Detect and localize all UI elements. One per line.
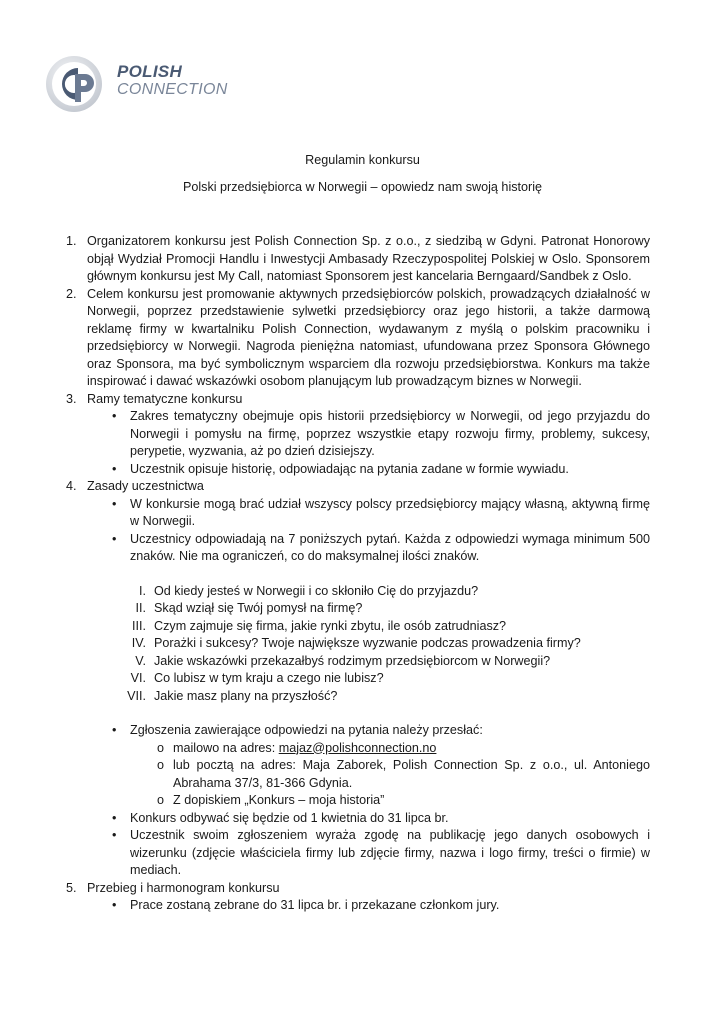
bullet-icon: •: [112, 409, 117, 423]
bullet-item: [62, 496, 650, 531]
question-item: [62, 688, 650, 706]
question-item: [62, 618, 650, 636]
submission-note: Z dopiskiem „Konkurs – moja historia”: [173, 793, 385, 807]
question-number: IV.: [131, 636, 146, 650]
rule-heading: Ramy tematyczne konkursu: [87, 391, 243, 406]
question-number: VI.: [130, 671, 146, 685]
question-item: [62, 653, 650, 671]
bullet-icon: •: [112, 723, 117, 737]
sub-bullet-item: [62, 740, 650, 758]
question-item: [62, 583, 650, 601]
bullet-item: [62, 461, 650, 479]
bullet-icon: •: [112, 461, 117, 476]
circle-bullet-icon: o: [157, 740, 165, 755]
rule-heading: Zasady uczestnictwa: [87, 479, 204, 493]
bullet-text: Konkurs odbywać się będzie od 1 kwietnia do 31 lipca br.: [130, 810, 449, 825]
bullet-item: [62, 827, 650, 880]
bullet-icon: •: [112, 496, 117, 511]
bullet-text: Zakres tematyczny obejmuje opis historii przedsiębiorcy w Norwegii, od jego przyjazdu do Norwegii i pomysłu na firmę, poprzez wszystkie etapy rozwoju firmy, problemy, sukcesy, perypetie, wyzwania, aż po dzień dzisiejszy.: [130, 409, 650, 458]
rule-text: Organizatorem konkursu jest Polish Connection Sp. z o.o., z siedzibą w Gdyni. Patronat Honorowy objął Wydział Promocji Handlu i Inwestycji Ambasady Rzeczypospolitej Polskiej w Oslo. Sponsorem głównym konkursu jest My Call, natomiast Sponsorem jest kancelaria Berngaard/Sandbek z Oslo.: [87, 234, 650, 283]
bullet-text: Prace zostaną zebrane do 31 lipca br. i przekazane członkom jury.: [130, 898, 500, 912]
bullet-item: [62, 722, 650, 740]
rule-3: [62, 391, 650, 409]
postal-address: lub pocztą na adres: Maja Zaborek, Polish Connection Sp. z o.o., ul. Antoniego Abrahama 37/3, 81-366 Gdynia.: [173, 758, 650, 790]
question-text: Porażki i sukcesy? Twoje największe wyzwanie podczas prowadzenia firmy?: [154, 636, 581, 650]
question-number: VII.: [127, 688, 146, 703]
bullet-icon: •: [112, 810, 117, 825]
bullet-item: [62, 408, 650, 461]
question-text: Skąd wziął się Twój pomysł na firmę?: [154, 601, 363, 615]
rule-number: 4.: [66, 479, 77, 493]
bullet-text: W konkursie mogą brać udział wszyscy polscy przedsiębiorcy mający własną, aktywną firmę w Norwegii.: [130, 496, 650, 528]
question-number: II.: [135, 601, 146, 615]
bullet-icon: •: [112, 898, 117, 912]
bullet-item: [62, 810, 650, 828]
rule-5: [62, 880, 650, 898]
question-text: Co lubisz w tym kraju a czego nie lubisz?: [154, 671, 384, 685]
logo-text-polish: POLISH: [117, 62, 183, 81]
rule-number: 2.: [66, 286, 77, 301]
question-text: Jakie masz plany na przyszłość?: [154, 688, 338, 703]
bullet-text: Uczestnicy odpowiadają na 7 poniższych pytań. Każda z odpowiedzi wymaga minimum 500 znaków. Nie ma ograniczeń, co do maksymalnej ilości znaków.: [130, 531, 650, 563]
rule-2: [62, 286, 650, 391]
logo-text-connection: CONNECTION: [117, 81, 228, 98]
rules-list: [62, 233, 650, 915]
question-item: [62, 670, 650, 688]
question-text: Czym zajmuje się firma, jakie rynki zbytu, ile osób zatrudniasz?: [154, 618, 507, 633]
bullet-text: Uczestnik opisuje historię, odpowiadając na pytania zadane w formie wywiadu.: [130, 461, 569, 476]
document-subtitle: Polski przedsiębiorca w Norwegii – opowiedz nam swoją historię: [182, 180, 543, 194]
rule-heading: Przebieg i harmonogram konkursu: [87, 880, 280, 895]
question-number: III.: [132, 618, 146, 633]
rule-number: 5.: [66, 880, 77, 895]
bullet-item: [62, 531, 650, 566]
rule-text: Celem konkursu jest promowanie aktywnych przedsiębiorców polskich, prowadzących działalność w Norwegii, poprzez przedstawienie sylwetki przedsiębiorcy oraz jego historii, a także darmową reklamę firmy w kwartalniku Polish Connection, wydawanym z myślą o polskim pracowniku i przedsiębiorcy w Norwegii. Nagroda pieniężna natomiast, ufundowana przez Sponsora Głównego oraz Sponsora, ma być symbolicznym wsparciem dla rozwoju przedsiębiorstwa. Konkurs ma także inspirować i dawać wskazówki osobom planującym lub prowadzącym biznes w Norwegii.: [87, 286, 650, 388]
bullet-icon: •: [112, 531, 117, 546]
rule-number: 1.: [66, 234, 77, 248]
question-text: Jakie wskazówki przekazałbyś rodzimym przedsiębiorcom w Norwegii?: [154, 653, 551, 668]
sub-bullet-item: [62, 757, 650, 792]
polish-connection-logo: [45, 54, 228, 114]
question-item: [62, 635, 650, 653]
bullet-text: Uczestnik swoim zgłoszeniem wyraża zgodę na publikację jego danych osobowych i wizerunku (zdjęcie właściciela firmy lub zdjęcie firmy, nazwa i logo firmy, treści o firmie) w mediach.: [130, 828, 650, 877]
logo-mark-icon: [45, 54, 107, 114]
question-number: V.: [135, 653, 146, 668]
bullet-icon: •: [112, 828, 117, 842]
circle-bullet-icon: o: [157, 758, 165, 772]
question-text: Od kiedy jesteś w Norwegii i co skłoniło Cię do przyjazdu?: [154, 583, 479, 598]
question-number: I.: [139, 583, 146, 598]
submission-text: Zgłoszenia zawierające odpowiedzi na pytania należy przesłać:: [130, 723, 483, 737]
bullet-item: [62, 897, 650, 915]
email-link[interactable]: majaz@polishconnection.no: [278, 740, 437, 755]
mail-prefix: mailowo na adres:: [173, 740, 279, 755]
question-item: [62, 600, 650, 618]
rule-number: 3.: [66, 391, 77, 406]
rule-1: [62, 233, 650, 286]
rule-4: [62, 478, 650, 496]
circle-bullet-icon: o: [157, 793, 165, 807]
sub-bullet-item: [62, 792, 650, 810]
document-title: Regulamin konkursu: [305, 153, 420, 167]
